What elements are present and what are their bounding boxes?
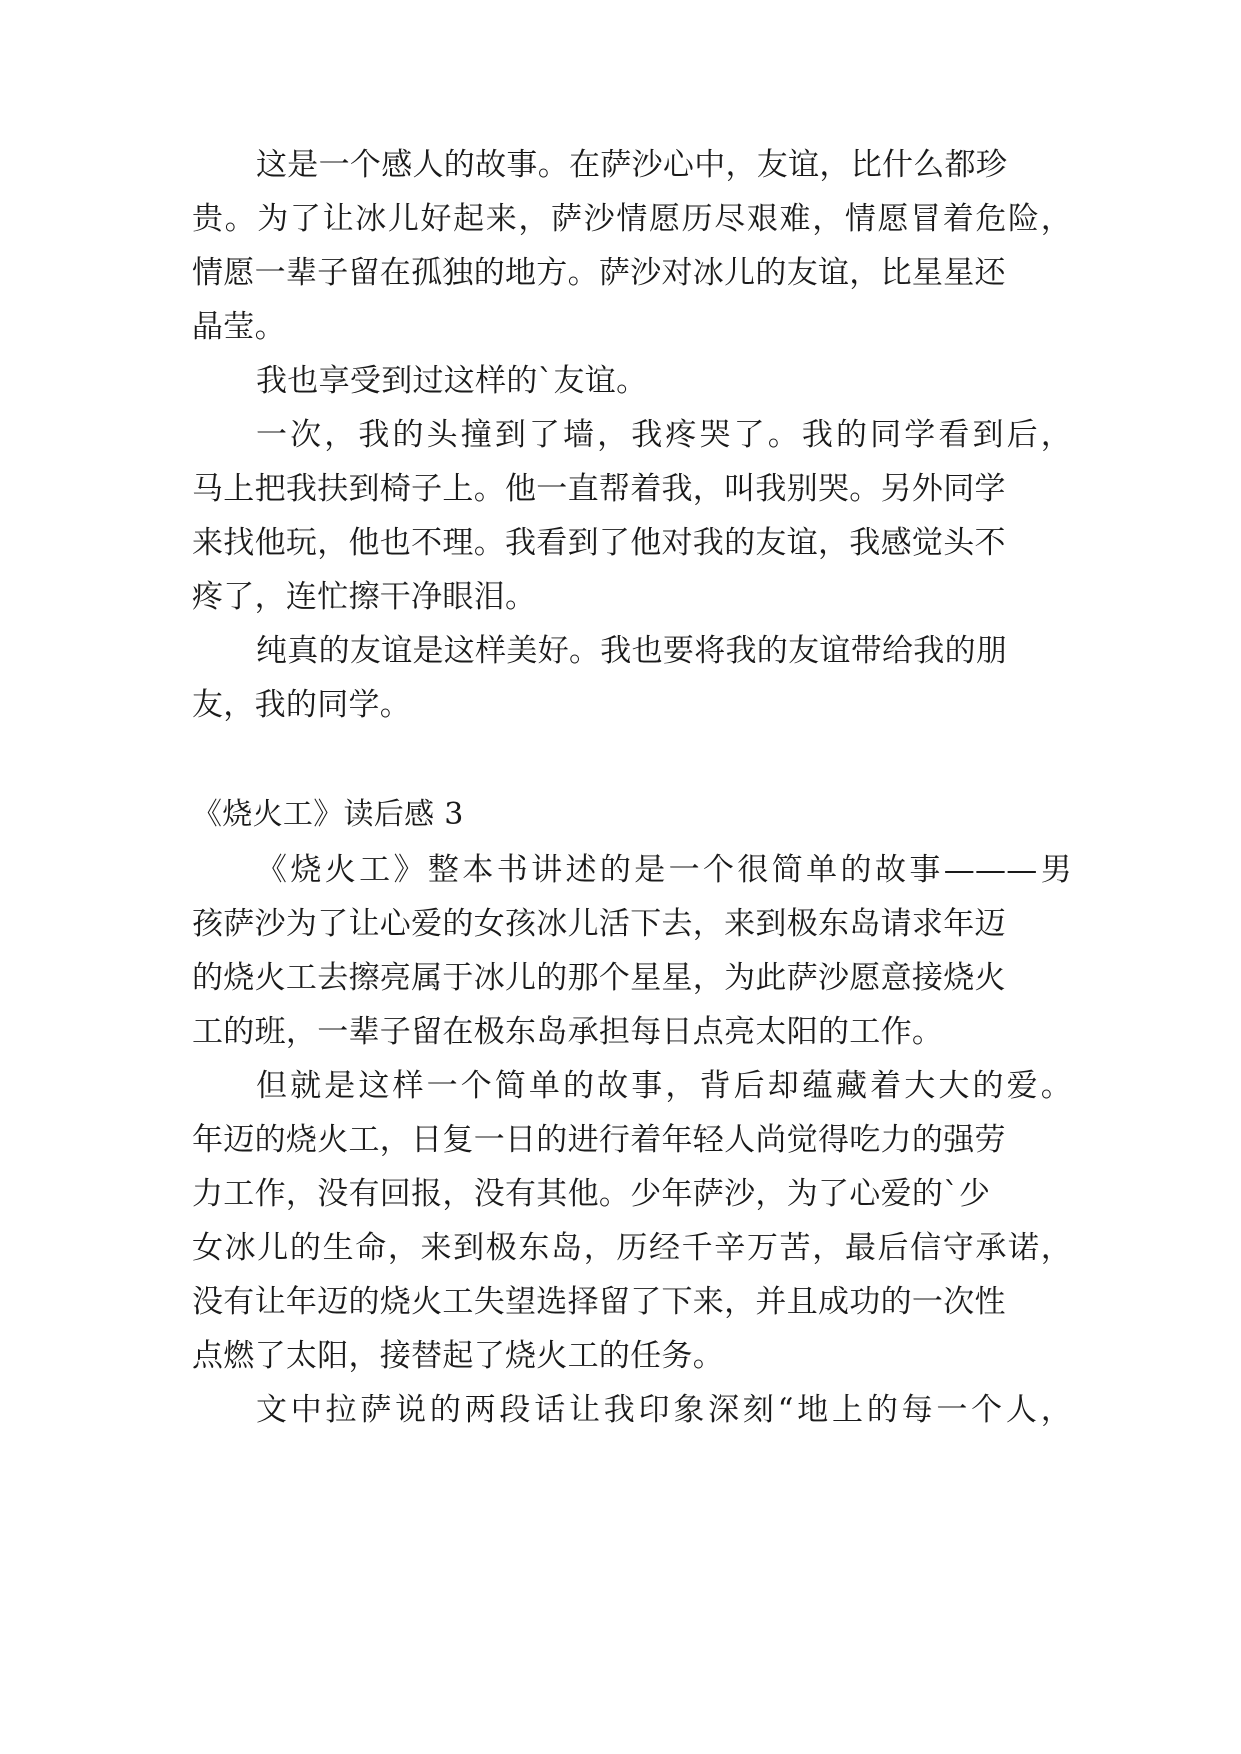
- paragraph-line: 这是一个感人的故事。在萨沙心中，友谊，比什么都珍: [256, 147, 1008, 183]
- paragraph-line: 来找他玩，他也不理。我看到了他对我的友谊，我感觉头不: [192, 525, 1006, 561]
- paragraph-line: 马上把我扶到椅子上。他一直帮着我，叫我别哭。另外同学: [192, 471, 1006, 507]
- paragraph-line: 但就是这样一个简单的故事，背后却蕴藏着大大的爱。: [256, 1068, 1072, 1104]
- paragraph-line: 工的班，一辈子留在极东岛承担每日点亮太阳的工作。: [192, 1014, 944, 1050]
- paragraph-line: 情愿一辈子留在孤独的地方。萨沙对冰儿的友谊，比星星还: [192, 255, 1006, 291]
- paragraph-line: 一次，我的头撞到了墙，我疼哭了。我的同学看到后，: [256, 417, 1072, 453]
- paragraph-line: 我也享受到过这样的`友谊。: [256, 363, 648, 399]
- paragraph-line: 疼了，连忙擦干净眼泪。: [192, 579, 537, 615]
- paragraph-line: 晶莹。: [192, 309, 286, 345]
- paragraph-line: 力工作，没有回报，没有其他。少年萨沙，为了心爱的`少: [192, 1176, 991, 1212]
- paragraph-line: 贵。为了让冰儿好起来，萨沙情愿历尽艰难，情愿冒着危险，: [192, 201, 1072, 237]
- paragraph-line: 女冰儿的生命，来到极东岛，历经千辛万苦，最后信守承诺，: [192, 1230, 1072, 1266]
- section-heading: 《烧火工》读后感 3: [192, 797, 464, 832]
- paragraph-line: 没有让年迈的烧火工失望选择留了下来，并且成功的一次性: [192, 1284, 1006, 1320]
- paragraph-line: 孩萨沙为了让心爱的女孩冰儿活下去，来到极东岛请求年迈: [192, 906, 1006, 942]
- paragraph-line: 纯真的友谊是这样美好。我也要将我的友谊带给我的朋: [256, 633, 1008, 669]
- paragraph-line: 《烧火工》整本书讲述的是一个很简单的故事———男: [256, 852, 1072, 888]
- paragraph-line: 的烧火工去擦亮属于冰儿的那个星星，为此萨沙愿意接烧火: [192, 960, 1006, 996]
- paragraph-line: 点燃了太阳，接替起了烧火工的任务。: [192, 1338, 725, 1374]
- paragraph-line: 年迈的烧火工，日复一日的进行着年轻人尚觉得吃力的强劳: [192, 1122, 1006, 1158]
- paragraph-line: 文中拉萨说的两段话让我印象深刻“地上的每一个人，: [256, 1392, 1072, 1428]
- paragraph-line: 友，我的同学。: [192, 687, 412, 723]
